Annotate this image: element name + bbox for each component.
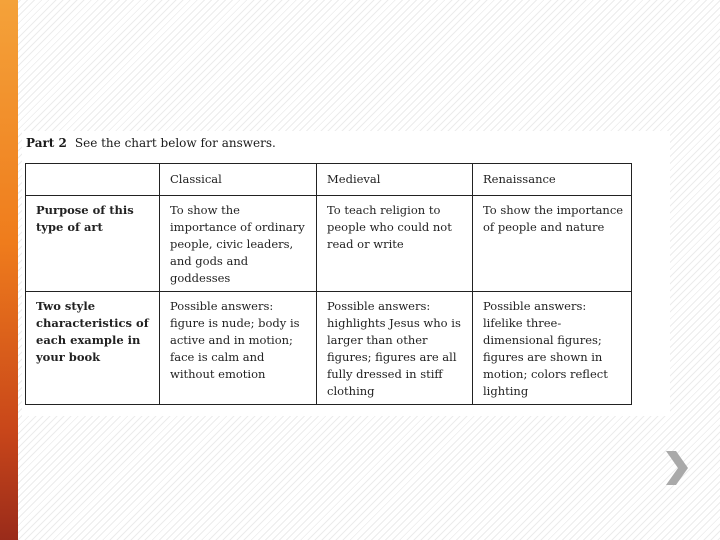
table-cell: To show the importance of ordinary people, civic leaders, and gods and goddesses: [160, 196, 317, 292]
table-cell: Possible answers: figure is nude; body is active and in motion; face is calm and without emotion: [160, 292, 317, 405]
answer-chart: [25, 163, 632, 405]
row-header: Purpose of this type of art: [26, 196, 160, 292]
table-header-row: [26, 164, 632, 196]
table-cell: To show the importance of people and nature: [473, 196, 632, 292]
column-header: Renaissance: [473, 164, 632, 196]
table-cell: Possible answers: highlights Jesus who is larger than other figures; figures are all fully dressed in stiff clothing: [317, 292, 473, 405]
column-header: Medieval: [317, 164, 473, 196]
next-slide-button[interactable]: [660, 447, 694, 489]
table-cell: Possible answers: lifelike three-dimensional figures; figures are shown in motion; colors reflect lighting: [473, 292, 632, 405]
part-instruction: See the chart below for answers.: [74, 136, 276, 150]
table-cell: To teach religion to people who could not read or write: [317, 196, 473, 292]
part-heading: [26, 136, 276, 150]
column-header: Classical: [160, 164, 317, 196]
document-image: [22, 131, 670, 416]
accent-sidebar: [0, 0, 18, 540]
row-header: Two style characteristics of each example in your book: [26, 292, 160, 405]
table-row: [26, 292, 632, 405]
part-label: Part 2: [26, 136, 67, 150]
table-row: [26, 196, 632, 292]
chevron-right-icon: [660, 447, 694, 489]
corner-cell: [26, 164, 160, 196]
